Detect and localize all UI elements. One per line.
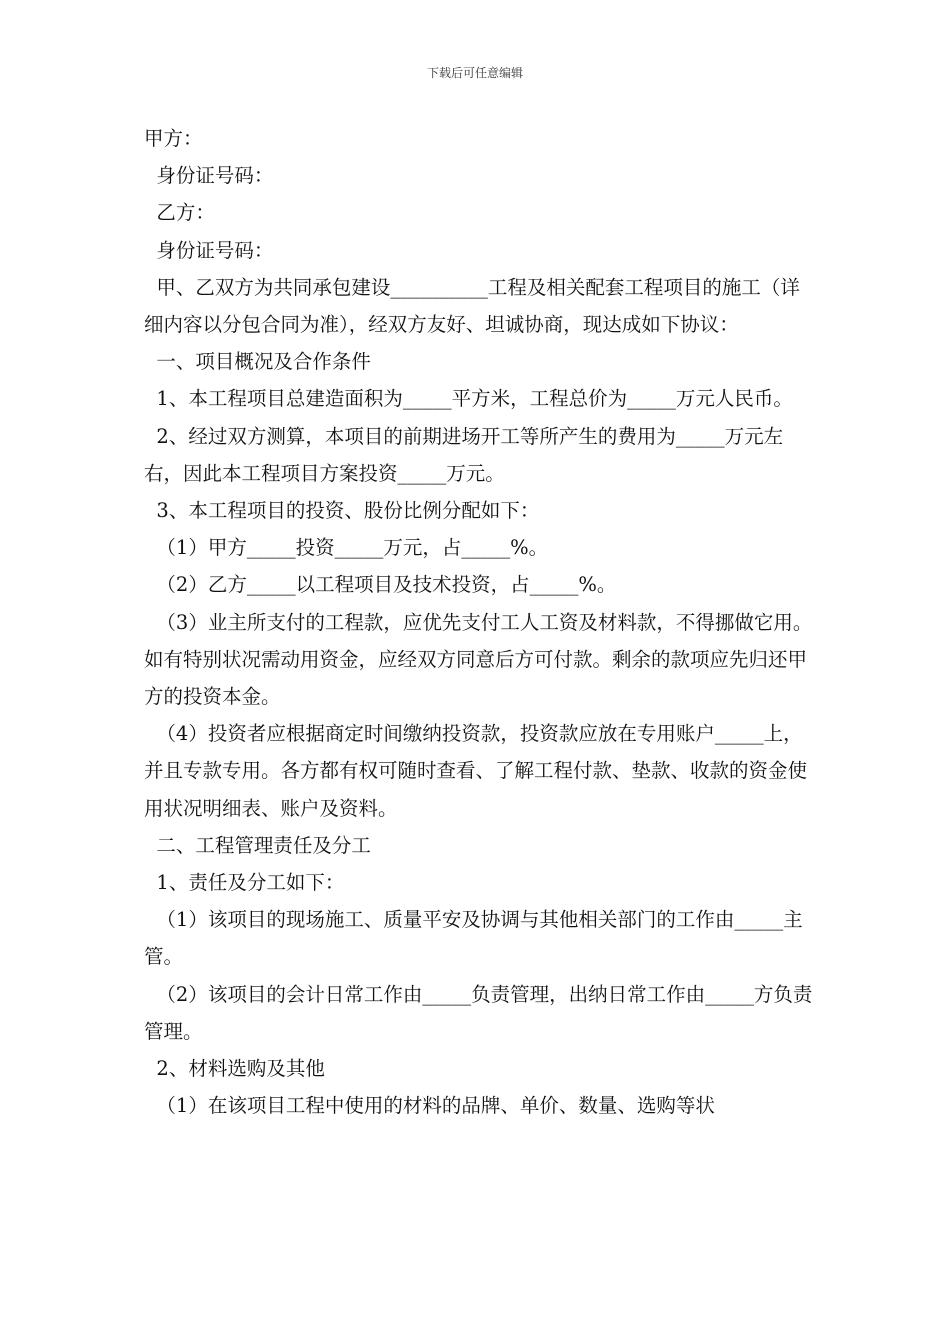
header-note: 下载后可任意编辑 — [426, 66, 523, 80]
clause-1-3-4: （4）投资者应根据商定时间缴纳投资款，投资款应放在专用账户_____上，并且专款专用。各方都有权可随时查看、了解工程付款、垫款、收款的资金使用状况明细表、账户及资料。 — [144, 722, 808, 820]
clause-2-1-2: （2）该项目的会计日常工作由_____负责管理，出纳日常工作由_____方负责管理。 — [144, 982, 813, 1043]
clause-1-3-3: （3）业主所支付的工程款，应优先支付工人工资及材料款，不得挪做它用。如有特别状况需动用资金，应经双方同意后方可付款。剩余的款项应先归还甲方的投资本金。 — [144, 610, 813, 709]
clause-1-2: 2、经过双方测算，本项目的前期进场开工等所产生的费用为_____万元左右，因此本工程项目方案投资_____万元。 — [144, 424, 784, 485]
clause-2-1: 1、责任及分工如下： — [144, 871, 345, 895]
clause-2-2-1: （1）在该项目工程中使用的材料的品牌、单价、数量、选购等状 — [144, 1094, 715, 1118]
party-b-line: 乙方： — [144, 201, 215, 225]
clause-1-3-1: （1）甲方_____投资_____万元，占_____%。 — [144, 536, 549, 560]
clause-1-3-2: （2）乙方_____以工程项目及技术投资，占_____%。 — [144, 573, 617, 597]
document-body — [144, 120, 814, 1124]
party-a-line: 甲方： — [144, 127, 203, 150]
party-b-id-line: 身份证号码： — [144, 238, 274, 262]
party-a-id-line: 身份证号码： — [144, 164, 274, 188]
clause-2-1-1: （1）该项目的现场施工、质量平安及协调与其他相关部门的工作由_____主管。 — [144, 908, 803, 969]
clause-1-1: 1、本工程项目总建造面积为_____平方米，工程总价为_____万元人民币。 — [144, 387, 793, 411]
clause-1-3: 3、本工程项目的投资、股份比例分配如下： — [144, 499, 540, 523]
section-heading-2: 二、工程管理责任及分工 — [144, 833, 371, 857]
clause-2-2: 2、材料选购及其他 — [144, 1057, 325, 1081]
preamble-paragraph: 甲、乙双方为共同承包建设__________工程及相关配套工程项目的施工（详细内容以分包合同为准），经双方友好、坦诚协商，现达成如下协议： — [144, 275, 800, 337]
section-heading-1: 一、项目概况及合作条件 — [144, 350, 371, 374]
